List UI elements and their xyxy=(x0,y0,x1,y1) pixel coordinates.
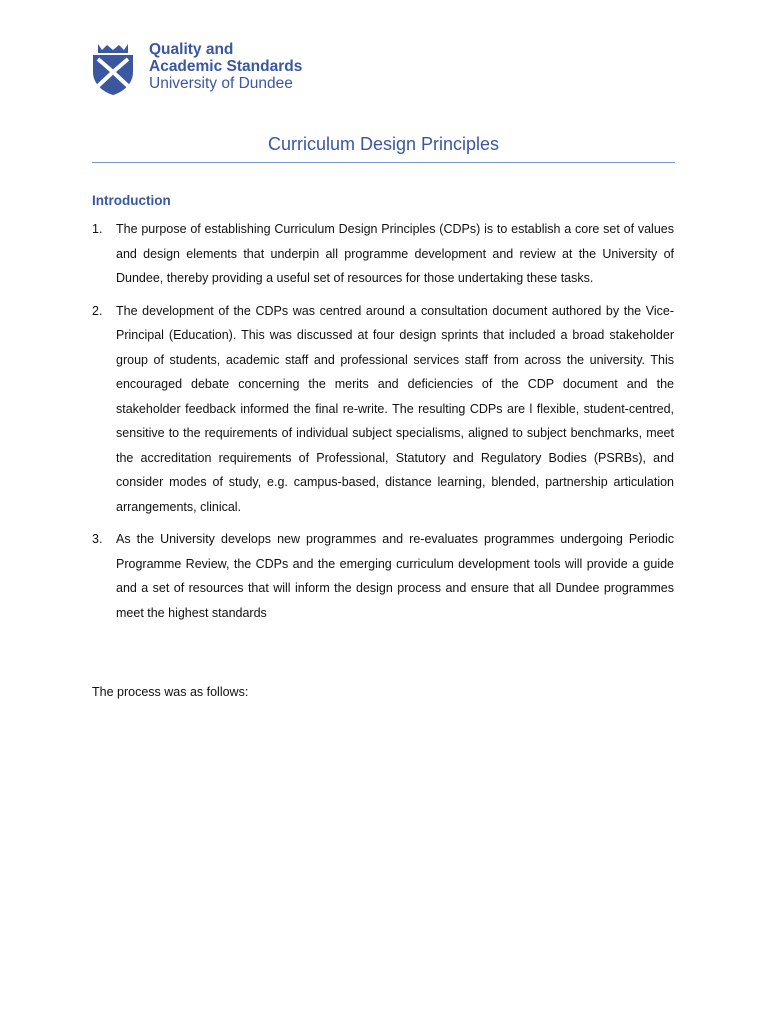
numbered-list xyxy=(92,217,674,633)
list-item-text: The purpose of establishing Curriculum Design Principles (CDPs) is to establish a core set of values and design elements that underpin all programme development and review at the University of Dundee, thereby providing a useful set of resources for those undertaking these tasks. xyxy=(116,222,674,285)
closing-paragraph: The process was as follows: xyxy=(92,685,249,699)
title-divider xyxy=(92,162,675,163)
list-item-text: The development of the CDPs was centred around a consultation document authored by the Vice- Principal (Education). This was discussed at four design sprints that included a broad stakeholder group of students, academic staff and professional services staff from across the university. This encouraged debate concerning the merits and deficiencies of the CDP document and the stakeholder feedback informed the final re-write. The resulting CDPs are l flexible, student-centred, sensitive to the requirements of individual subject specialisms, aligned to subject benchmarks, meet the accreditation requirements of Professional, Statutory and Regulatory Bodies (PSRBs), and consider modes of study, e.g. campus-based, distance learning, blended, partnership articulation arrangements, clinical. xyxy=(116,303,674,514)
list-item xyxy=(92,527,674,625)
document-title: Curriculum Design Principles xyxy=(267,134,500,154)
logo-line-quality: Quality and xyxy=(149,41,234,58)
logo-wordmark xyxy=(149,41,302,92)
university-logo xyxy=(92,42,302,98)
list-item-number: 3. xyxy=(92,532,103,546)
logo-line-university: University of Dundee xyxy=(149,75,293,92)
list-item xyxy=(92,217,674,291)
logo-line-academic-standards: Academic Standards xyxy=(149,58,303,75)
section-heading-introduction: Introduction xyxy=(92,193,171,208)
list-item xyxy=(92,299,674,520)
list-item-number: 2. xyxy=(92,303,103,318)
list-item-text: As the University develops new programmes and re-evaluates programmes undergoing Periodic Programme Review, the CDPs and the emerging curriculum development tools will provide a guide and a set of resources that will inform the design process and ensure that all Dundee programmes meet the highest standards xyxy=(116,532,674,620)
shield-crest-icon xyxy=(92,42,134,96)
list-item-number: 1. xyxy=(92,222,103,236)
